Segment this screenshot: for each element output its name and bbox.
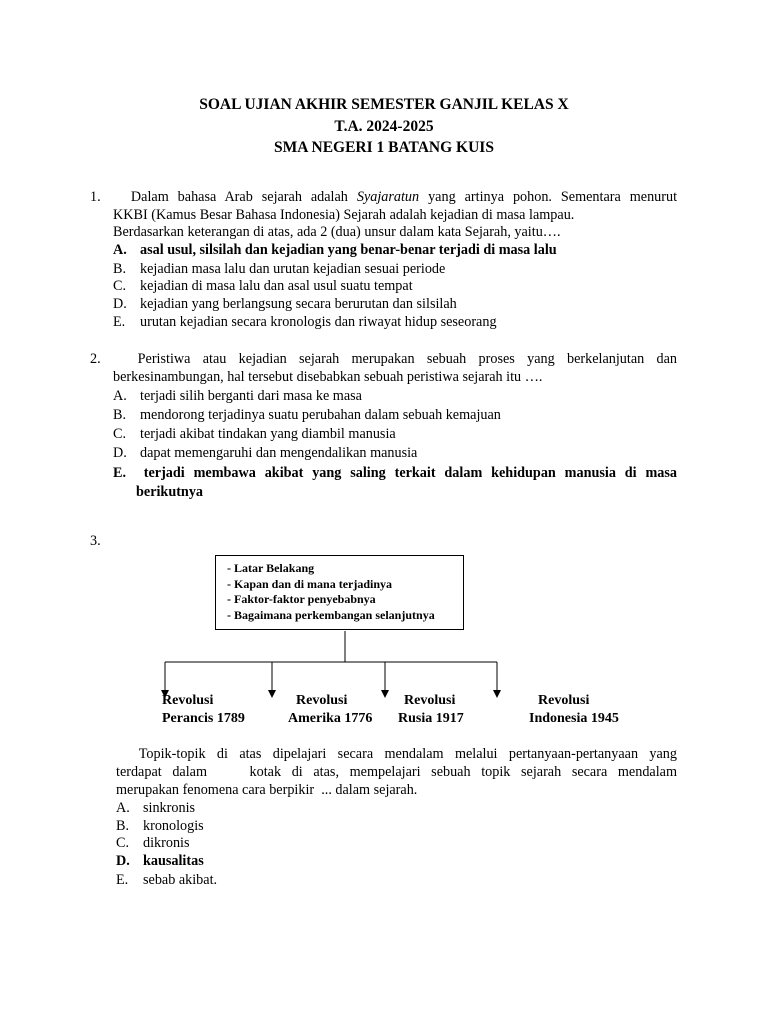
arrow-head-icon <box>381 690 389 698</box>
question-number: 3. <box>90 533 101 549</box>
answer-option-a[interactable]: A. sinkronis <box>116 800 196 816</box>
question-text: Dalam bahasa Arab sejarah adalah Syajaratun yang artinya pohon. Sementara menurut <box>130 189 678 205</box>
question-text: Topik-topik di atas dipelajari secara mendalam melalui pertanyaan-pertanyaan yang <box>138 746 677 762</box>
answer-option-c[interactable]: C. dikronis <box>116 835 190 851</box>
answer-option-e[interactable]: E. terjadi membawa akibat yang saling terkait dalam kehidupan manusia di masa <box>113 465 678 481</box>
question-text: Berdasarkan keterangan di atas, ada 2 (dua) unsur dalam kata Sejarah, yaitu…. <box>113 224 561 240</box>
academic-year: T.A. 2024-2025 <box>334 118 434 135</box>
answer-option-a[interactable]: A. asal usul, silsilah dan kejadian yang benar-benar terjadi di masa lalu <box>113 242 557 258</box>
answer-option-e-continuation: berikutnya <box>136 484 204 500</box>
exam-title: SOAL UJIAN AKHIR SEMESTER GANJIL KELAS X <box>199 96 569 113</box>
topic-box-item: - Kapan dan di mana terjadinya <box>227 576 393 591</box>
answer-option-b[interactable]: B. mendorong terjadinya suatu perubahan dalam sebuah kemajuan <box>113 407 501 423</box>
question-text: berkesinambungan, hal tersebut disebabkan sebuah peristiwa sejarah itu …. <box>113 369 543 385</box>
answer-option-c[interactable]: C. kejadian di masa lalu dan asal usul suatu tempat <box>113 278 413 294</box>
school-name: SMA NEGERI 1 BATANG KUIS <box>274 139 494 156</box>
revolution-label-russia: Revolusi Rusia 1917 <box>398 693 464 726</box>
question-text: merupakan fenomena cara berpikir ... dalam sejarah. <box>116 782 418 798</box>
answer-option-d[interactable]: D. kejadian yang berlangsung secara berurutan dan silsilah <box>113 296 457 312</box>
topic-box-item: - Latar Belakang <box>227 561 315 575</box>
answer-option-b[interactable]: B. kronologis <box>116 818 204 834</box>
answer-option-d[interactable]: D. kausalitas <box>116 853 204 869</box>
answer-option-a[interactable]: A. terjadi silih berganti dari masa ke masa <box>113 388 362 404</box>
question-number: 1. <box>90 189 101 205</box>
question-text: Peristiwa atau kejadian sejarah merupakan sebuah proses yang berkelanjutan dan <box>137 351 678 367</box>
topic-box-item: - Bagaimana perkembangan selanjutnya <box>227 607 435 622</box>
revolution-label-france: Revolusi Perancis 1789 <box>162 693 245 726</box>
answer-option-b[interactable]: B. kejadian masa lalu dan urutan kejadian sesuai periode <box>113 261 446 277</box>
revolution-label-indonesia: Revolusi Indonesia 1945 <box>529 693 619 726</box>
answer-option-d[interactable]: D. dapat memengaruhi dan mengendalikan manusia <box>113 445 418 461</box>
answer-option-e[interactable]: E. urutan kejadian secara kronologis dan riwayat hidup seseorang <box>113 314 497 330</box>
question-text: terdapat dalam kotak di atas, mempelajari sebuah topik sejarah secara mendalam <box>116 764 677 780</box>
question-number: 2. <box>90 351 101 367</box>
answer-option-c[interactable]: C. terjadi akibat tindakan yang diambil manusia <box>113 426 396 442</box>
topic-box-item: - Faktor-faktor penyebabnya <box>227 592 376 606</box>
arrow-head-icon <box>268 690 276 698</box>
arrow-head-icon <box>493 690 501 698</box>
revolution-label-america: Revolusi Amerika 1776 <box>288 693 373 726</box>
question-text: KKBI (Kamus Besar Bahasa Indonesia) Sejarah adalah kejadian di masa lampau. <box>113 207 575 223</box>
answer-option-e[interactable]: E. sebab akibat. <box>116 872 218 888</box>
